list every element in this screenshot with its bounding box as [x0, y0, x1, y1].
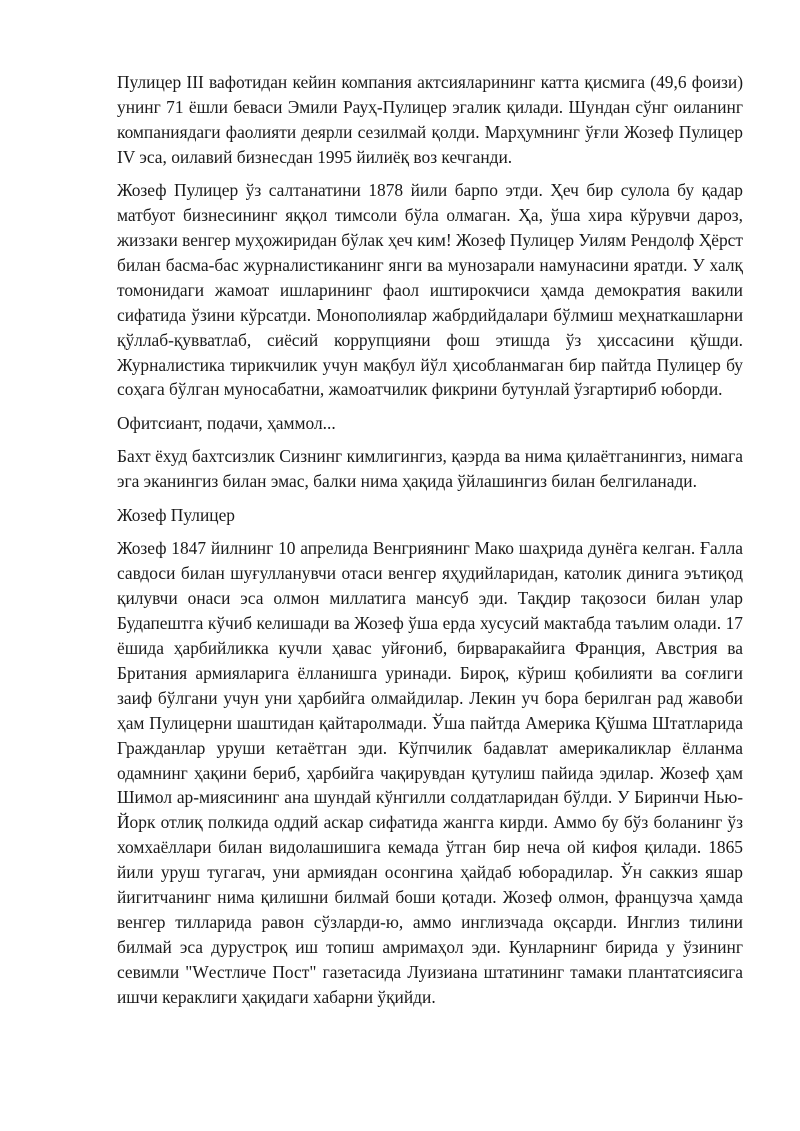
paragraph-pulitzer-empire: Жозеф Пулицер ўз салтанатини 1878 йили барпо этди. Ҳеч бир сулола бу қадар матбуот бизнесининг яққол тимсоли бўла олмаган. Ҳа, ўша хира кўрувчи дароз, жиззаки венгер муҳожиридан бўлак ҳеч ким! Жозеф Пулицер Уилям Рендолф Ҳёрст билан басма-бас журналистиканинг янги ва мунозарали намунасини яратди. У халқ томонидаги жамоат ишларининг фаол иштирокчиси ҳамда демократия вакили сифатида ўзини кўрсатди. Монополиялар жабрдийдалари бўлмиш меҳнаткашларни қўллаб-қувватлаб, сиёсий коррупцияни фош этишда ўз ҳиссасини қўшди. Журналистика тирикчилик учун мақбул йўл ҳисобланмаган бир пайтда Пулицер бу соҳага бўлган муносабатни, жамоатчилик фикрини бутунлай ўзгартириб юборди.	[117, 180, 743, 400]
paragraph-occupations: Офитсиант, подачи, ҳаммол...	[117, 412, 336, 433]
paragraph-quote-author: Жозеф Пулицер	[117, 504, 236, 525]
document-page	[117, 70, 743, 1018]
paragraph-quote: Бахт ёхуд бахтсизлик Сизнинг кимлигингиз, қаэрда ва нима қилаётганингиз, нимага эга эканингиз билан эмас, балки нима ҳақида ўйлашингиз билан белгиланади.	[117, 446, 743, 492]
paragraph-biography: Жозеф 1847 йилнинг 10 апрелида Венгриянинг Мако шаҳрида дунёга келган. Ғалла савдоси билан шуғулланувчи отаси венгер яҳудийларидан, католик динига эътиқод қилувчи онаси эса олмон миллатига мансуб эди. Тақдир тақозоси билан улар Будапештга кўчиб келишади ва Жозеф ўша ерда хусусий мактабда таълим олади. 17 ёшида ҳарбийликка кучли ҳавас уйғониб, бирваракайига Франция, Австрия ва Британия армияларига ёлланишга уринади. Бироқ, кўриш қобилияти ва соғлиги заиф бўлгани учун уни ҳарбийга олмайдилар. Лекин уч бора берилган рад жавоби ҳам Пулицерни шаштидан қайтаролмади. Ўша пайтда Америка Қўшма Штатларида Гражданлар уруши кетаётган эди. Кўпчилик бадавлат америкаликлар ёлланма одамнинг ҳақини бериб, ҳарбийга чақирувдан қутулиш пайида эдилар. Жозеф ҳам Шимол ар-миясининг ана шундай кўнгилли солдатларидан бўлди. У Биринчи Нью-Йорк отлиқ полкида оддий аскар сифатида жангга кирди. Аммо бу бўз боланинг ўз хомхаёллари билан видолашишига кемада ўтган бир неча ой кифоя қилади. 1865 йили уруш тугагач, уни армиядан осонгина ҳайдаб юборадилар. Ўн саккиз яшар йигитчанинг нима қилишни билмай боши қотади. Жозеф олмон, французча ҳамда венгер тилларида равон сўзларди-ю, аммо инглизчада оқсарди. Инглиз тилини билмай эса дурустроқ иш топиш амримаҳол эди. Кунларнинг бирида у ўзининг севимли "Wестличе Пост" газетасида Луизиана штатининг тамаки плантатсиясига ишчи кераклиги ҳақидаги хабарни ўқийди.	[117, 538, 743, 1007]
paragraph-pulitzer-heirs: Пулицер III вафотидан кейин компания актсияларининг катта қисмига (49,6 фоизи) унинг 71 ёшли беваси Эмили Рауҳ-Пулицер эгалик қилади. Шундан сўнг оиланинг компаниядаги фаолияти деярли сезилмай қолди. Марҳумнинг ўғли Жозеф Пулицер IV эса, оилавий бизнесдан 1995 йилиёқ воз кечганди.	[117, 72, 743, 167]
